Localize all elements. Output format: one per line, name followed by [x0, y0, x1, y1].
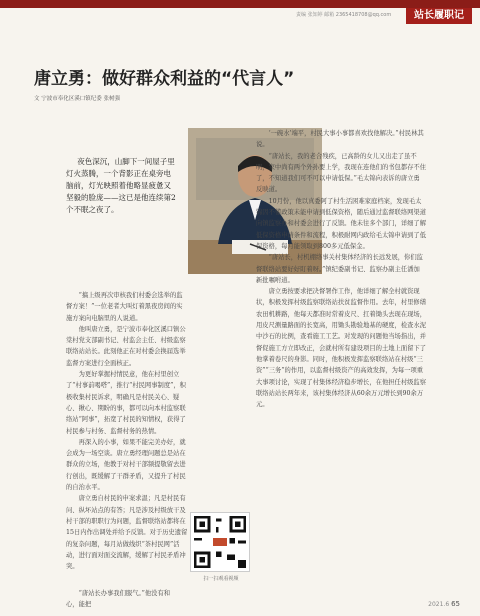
header-band [0, 0, 480, 8]
body-paragraph: ‘一碗水’端平，村民大事小事都喜欢找他解决。”村民林其说。 [256, 130, 424, 149]
qr-caption: 扫一扫观看视频 [203, 576, 239, 582]
page-number: 65 [451, 600, 460, 608]
body-paragraph: “唐站长，村机棚络事关村集体经济的长远发展，你们监督联络站要好好盯着呀。”镇纪委副书记、监察办副主任潘加新批嘱咐道。 [256, 254, 423, 284]
body-paragraph: 他叫唐立勇，是宁波市奉化区溪口镇公棠村党支部副书记、村监会主任、村级监察联络站站长。此刻他正在对村委会换届选举监督方案进行全面核正。 [66, 325, 186, 367]
article-intro [66, 156, 176, 216]
body-paragraph: 唐立勇自村民的申案求温；凡是村民有问、纵坏站点的有答；凡是涉及村级放干及村干部的职职行为问题，监督联络站都将在15日内作出调处并给予反馈。对于历史遗留的复杂问题，每月站做线织“茶村民网”活动，进行面对面交流解，缓解了村民矛盾冲突。 [66, 495, 188, 571]
article-column-right [256, 128, 426, 410]
article-column-left [66, 290, 188, 572]
editor-line: 责编 张知婷 邮箱 2365418708@qq.com [296, 12, 392, 18]
qr-code-icon [191, 513, 249, 571]
page-header [0, 0, 480, 24]
body-paragraph: “唐站长办事我们服气。”他没有和心，能把 [66, 590, 171, 609]
article-byline: 文 宁波市奉化区溪口镇纪委 张树强 [34, 96, 120, 102]
qr-code[interactable] [190, 512, 250, 572]
body-paragraph: “搞上级再次审核我们村委会选举的监督方案！”一位老者大叫灯着黑夜房间的实施方案向电脑里的人说道。 [66, 292, 183, 322]
body-paragraph: 再深入的小事，如果不能完美办好，就会成为一场空谈。唐立勇经理问题总是站在群众的立场，他教于对村干部频提敬留去进行创出，既缓解了干群矛盾，又提升了村民的自治水平。 [66, 438, 186, 492]
issue-date: 2021.6 [428, 601, 450, 608]
intro-paragraph: 夜色深沉，山脚下一间屋子里灯火蒸腾，一个背影正在桌旁电脑前，灯光映照着他略显疲惫又坚毅的脸庞——这已是他连续第2个不眠之夜了。 [66, 157, 176, 214]
body-paragraph: 唐立勇按要求把决督署作工作，他详细了解全村就资现状，积极发挥村级监察联络站扶贫监督作用。去年，村里修缮农田机耕路，他每天都准时常着皮尺、扛着锄头去现在现场，用皮尺测量路面的长宽高，用锄头勘验地基的硬度，检查水泥中沙石的比例，查看施工工艺。对发现的问题他当场指出，并督促施工方立即改正，会就村所有建设项目的土地上面留下了他掌着卷尺的身影。同时，他积极发挥监察联络站在村级“三资”“三务”的作用，以监督村级资产的高效发挥，为每一项重大事项讨论，实现了村集体经济稳步增长，在他担任村级监察联络站站长两年来，该村集体经济从60余万元增长到90余万元。 [256, 288, 427, 409]
body-paragraph: “唐站长，我的老合残疾，已高龄的女儿又出走了虽不明，家中尚有两个外孙要上学，我现在连他们的书包都存不住了，不知道我们可不可以申请低保。”毛太锦向表诉的唐立勇反映道。 [256, 152, 427, 194]
page-footer [428, 600, 460, 608]
article-title: 唐立勇：做好群众利益的“代言人” [34, 69, 295, 89]
body-paragraph: 10月份，他以真委阿了村生活困难家庭档案，发现毛太锦因不懂政策未能申请到低保资格，随后通过监督联络网渠道向镇监察办和村委会进行了反馈。他未往多个部门，详细了解低保资格申请条件和流程，积极耐网内政给毛太锦申请到了低保资格，每月能领取到800多元低保金。 [256, 197, 427, 250]
column-tag: 站长履职记 [406, 8, 472, 24]
article-column-left-last [66, 588, 176, 611]
body-paragraph: 为更好掌握村情民意，他在村里创立了“村事前喝嗒”，推行“村民网事制度”，积极收集村民诉求，明确凡是村民关心、疑心、揪心、期盼的事，都可以向本村监察联络站“阿事”，拓宽了村民的知情权，获得了村民参与村务、监督村务的热情。 [66, 371, 186, 435]
